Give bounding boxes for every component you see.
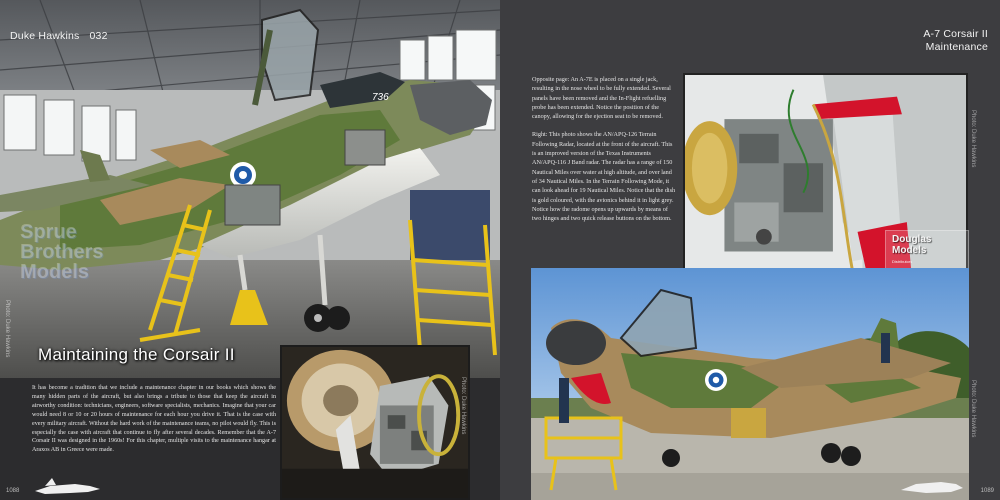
watermark-line-2: Brothers [20,241,104,263]
running-head-right [923,28,988,54]
header-chapter: Maintenance [925,41,988,53]
watermark-line-1: Sprue [20,221,77,243]
caption-column [532,75,677,232]
header-number: 032 [89,30,108,42]
distributor-line-1: Douglas [892,234,932,245]
intro-paragraph: It has become a tradition that we include a maintenance chapter in our books which shows the many hidden parts of the aircraft, but also brings a tribute to those that keep the aircraft in airworthy condition: technicians, engineers, software specialists, mechanics. Imagine that your car would need 8 or 10 or 20 hours of maintenance for each hour you drive it. That is the case with every military aircraft. Without the hard work of the maintenance teams, no pilot would fly. This is especially the case with aircraft that continue to fly after several decades. Remember that the A-7 Corsair II was designed in the 1960s! For this chapter, multiple visits to the maintenance hangar at Araxos AB in Greece were made. [32,385,276,454]
photo-credit-ramp: Photo: Duke Hawkins [970,380,976,438]
aircraft-code: 736 [372,92,389,103]
distributor-line-3: Distributors [892,259,913,264]
footer-aircraft-silhouette [0,476,280,500]
page-number-right: 1089 [980,488,994,494]
ramp-photo [531,268,969,500]
douglas-models-distributors-logo [885,230,969,270]
header-series: A-7 Corsair II [923,28,988,40]
page-number-left: 1088 [6,488,20,494]
caption-radar: Right: This photo shows the AN/APQ-126 Terrain Following Radar, located at the front of the aircraft. This is an improved version of the Texas Instruments AN/APQ-116 J Band radar. The radar has a range of 150 Nautical Miles over water at high altitude, and over land of 34 Nautical Miles. In the Terrain Following Mode, it can look ahead for 19 Nautical Miles. Notice that the dish is gold coloured, with the avionics behind it in light grey. Notice how the radome opens up upwards by means of two hinges and two quick release buttons on the bottom. [532,131,676,223]
header-author: Duke Hawkins [10,30,80,42]
photo-credit-inset: Photo: Duke Hawkins [460,377,466,435]
watermark-line-3: Models [20,261,89,283]
photo-credit-radar: Photo: Duke Hawkins [970,110,976,168]
chapter-title: Maintaining the Corsair II [38,345,235,364]
hangar-photo [0,0,500,378]
caption-opposite-page: Opposite page: An A-7E is placed on a single jack, resulting in the nose wheel to be fully extended. Several panels have been removed and the In-Flight refuelling probe has been extended. Notice the position of the canopy, allowing for the ejection seat to be removed. [532,76,671,121]
sprue-brothers-watermark [20,222,103,282]
photo-credit-hangar: Photo: Duke Hawkins [4,300,10,358]
running-head-left [10,30,108,42]
distributor-line-2: Models [892,245,927,256]
inset-photo-avionics [280,345,470,500]
